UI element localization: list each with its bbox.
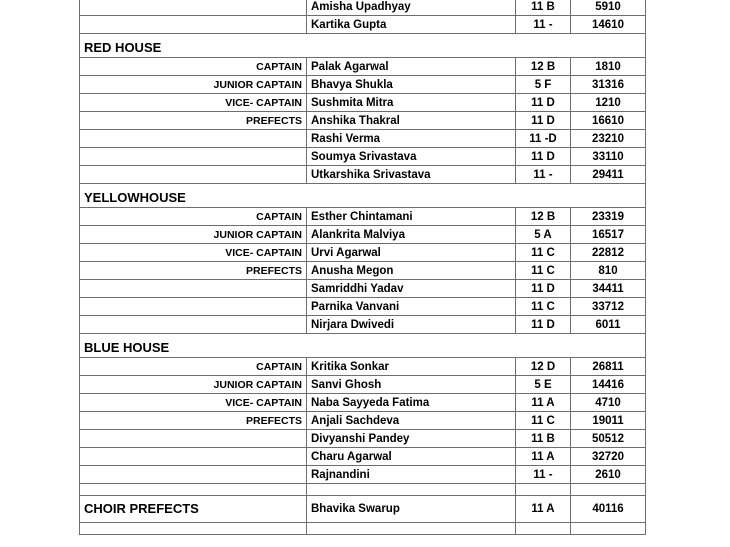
prefects-list-sheet <box>79 0 645 535</box>
role-cell <box>80 466 307 484</box>
number-cell: 5910 <box>571 0 646 16</box>
number-cell: 33110 <box>571 148 646 166</box>
number-cell: 22812 <box>571 244 646 262</box>
class-cell: 11 D <box>516 316 571 334</box>
class-cell: 11 C <box>516 244 571 262</box>
class-cell: 11 - <box>516 16 571 34</box>
number-cell: 1210 <box>571 94 646 112</box>
role-cell: PREFECTS <box>80 412 307 430</box>
role-cell <box>80 130 307 148</box>
empty-cell <box>571 484 646 496</box>
empty-cell <box>80 523 307 535</box>
spacer-row <box>80 484 646 496</box>
student-name-cell: Amisha Upadhyay <box>307 0 516 16</box>
table-row <box>80 76 646 94</box>
empty-cell <box>307 484 516 496</box>
table-row <box>80 394 646 412</box>
class-cell: 11 B <box>516 0 571 16</box>
student-name-cell: Nirjara Dwivedi <box>307 316 516 334</box>
number-cell: 4710 <box>571 394 646 412</box>
table-row <box>80 148 646 166</box>
role-cell <box>80 430 307 448</box>
house-header-row <box>80 34 646 58</box>
number-cell: 1810 <box>571 58 646 76</box>
table-row <box>80 112 646 130</box>
house-title: RED HOUSE <box>80 34 646 58</box>
class-cell: 12 D <box>516 358 571 376</box>
student-name-cell: Charu Agarwal <box>307 448 516 466</box>
number-cell: 33712 <box>571 298 646 316</box>
number-cell: 29411 <box>571 166 646 184</box>
number-cell: 34411 <box>571 280 646 298</box>
number-cell: 26811 <box>571 358 646 376</box>
class-cell: 11 D <box>516 112 571 130</box>
class-cell: 11 C <box>516 298 571 316</box>
table-row <box>80 448 646 466</box>
class-cell: 11 D <box>516 280 571 298</box>
class-cell: 11 A <box>516 448 571 466</box>
role-cell <box>80 166 307 184</box>
class-cell: 11 -D <box>516 130 571 148</box>
number-cell: 16517 <box>571 226 646 244</box>
role-cell <box>80 0 307 16</box>
number-cell: 16610 <box>571 112 646 130</box>
class-cell: 5 F <box>516 76 571 94</box>
student-name-cell: Bhavika Swarup <box>307 496 516 523</box>
class-cell: 12 B <box>516 58 571 76</box>
role-cell: JUNIOR CAPTAIN <box>80 76 307 94</box>
role-cell <box>80 448 307 466</box>
role-cell: VICE- CAPTAIN <box>80 244 307 262</box>
table-row <box>80 280 646 298</box>
table-row <box>80 208 646 226</box>
table-row <box>80 94 646 112</box>
table-row <box>80 16 646 34</box>
student-name-cell: Palak Agarwal <box>307 58 516 76</box>
role-cell: CAPTAIN <box>80 358 307 376</box>
student-name-cell: Utkarshika Srivastava <box>307 166 516 184</box>
role-cell <box>80 280 307 298</box>
table-row <box>80 298 646 316</box>
role-cell: CAPTAIN <box>80 208 307 226</box>
student-name-cell: Naba Sayyeda Fatima <box>307 394 516 412</box>
house-title: BLUE HOUSE <box>80 334 646 358</box>
number-cell: 6011 <box>571 316 646 334</box>
number-cell: 810 <box>571 262 646 280</box>
role-cell <box>80 298 307 316</box>
number-cell: 31316 <box>571 76 646 94</box>
table-row <box>80 358 646 376</box>
role-cell <box>80 16 307 34</box>
number-cell: 23319 <box>571 208 646 226</box>
class-cell: 11 - <box>516 166 571 184</box>
empty-cell <box>80 484 307 496</box>
student-name-cell: Kartika Gupta <box>307 16 516 34</box>
class-cell: 12 B <box>516 208 571 226</box>
table-row <box>80 412 646 430</box>
number-cell: 14610 <box>571 16 646 34</box>
house-header-row <box>80 334 646 358</box>
student-name-cell: Rajnandini <box>307 466 516 484</box>
student-name-cell: Samriddhi Yadav <box>307 280 516 298</box>
prefects-table <box>79 0 646 535</box>
class-cell: 11 C <box>516 262 571 280</box>
student-name-cell: Soumya Srivastava <box>307 148 516 166</box>
student-name-cell: Sanvi Ghosh <box>307 376 516 394</box>
class-cell: 5 E <box>516 376 571 394</box>
number-cell: 14416 <box>571 376 646 394</box>
house-title: YELLOWHOUSE <box>80 184 646 208</box>
student-name-cell: Alankrita Malviya <box>307 226 516 244</box>
student-name-cell: Rashi Verma <box>307 130 516 148</box>
class-cell: 11 A <box>516 394 571 412</box>
student-name-cell: Divyanshi Pandey <box>307 430 516 448</box>
number-cell: 32720 <box>571 448 646 466</box>
student-name-cell: Urvi Agarwal <box>307 244 516 262</box>
empty-cell <box>307 523 516 535</box>
role-cell <box>80 148 307 166</box>
table-row <box>80 244 646 262</box>
empty-cell <box>516 484 571 496</box>
student-name-cell: Bhavya Shukla <box>307 76 516 94</box>
class-cell: 11 C <box>516 412 571 430</box>
empty-cell <box>571 523 646 535</box>
class-cell: 11 B <box>516 430 571 448</box>
student-name-cell: Kritika Sonkar <box>307 358 516 376</box>
student-name-cell: Sushmita Mitra <box>307 94 516 112</box>
number-cell: 50512 <box>571 430 646 448</box>
number-cell: 2610 <box>571 466 646 484</box>
role-cell <box>80 316 307 334</box>
role-cell: CAPTAIN <box>80 58 307 76</box>
student-name-cell: Parnika Vanvani <box>307 298 516 316</box>
student-name-cell: Anshika Thakral <box>307 112 516 130</box>
table-row <box>80 130 646 148</box>
class-cell: 5 A <box>516 226 571 244</box>
role-cell: JUNIOR CAPTAIN <box>80 226 307 244</box>
table-row <box>80 166 646 184</box>
house-header-row <box>80 184 646 208</box>
class-cell: 11 - <box>516 466 571 484</box>
table-row <box>80 226 646 244</box>
table-row <box>80 0 646 16</box>
role-cell: JUNIOR CAPTAIN <box>80 376 307 394</box>
number-cell: 40116 <box>571 496 646 523</box>
table-row <box>80 466 646 484</box>
role-cell: VICE- CAPTAIN <box>80 394 307 412</box>
role-cell: PREFECTS <box>80 112 307 130</box>
table-row <box>80 316 646 334</box>
student-name-cell: Anjali Sachdeva <box>307 412 516 430</box>
spacer-row <box>80 523 646 535</box>
empty-cell <box>516 523 571 535</box>
choir-prefects-row <box>80 496 646 523</box>
table-row <box>80 430 646 448</box>
role-cell: VICE- CAPTAIN <box>80 94 307 112</box>
number-cell: 19011 <box>571 412 646 430</box>
choir-title: CHOIR PREFECTS <box>80 496 307 523</box>
role-cell: PREFECTS <box>80 262 307 280</box>
table-row <box>80 262 646 280</box>
class-cell: 11 D <box>516 94 571 112</box>
class-cell: 11 A <box>516 496 571 523</box>
student-name-cell: Anusha Megon <box>307 262 516 280</box>
prefects-table-body <box>80 0 646 535</box>
number-cell: 23210 <box>571 130 646 148</box>
table-row <box>80 376 646 394</box>
table-row <box>80 58 646 76</box>
student-name-cell: Esther Chintamani <box>307 208 516 226</box>
class-cell: 11 D <box>516 148 571 166</box>
